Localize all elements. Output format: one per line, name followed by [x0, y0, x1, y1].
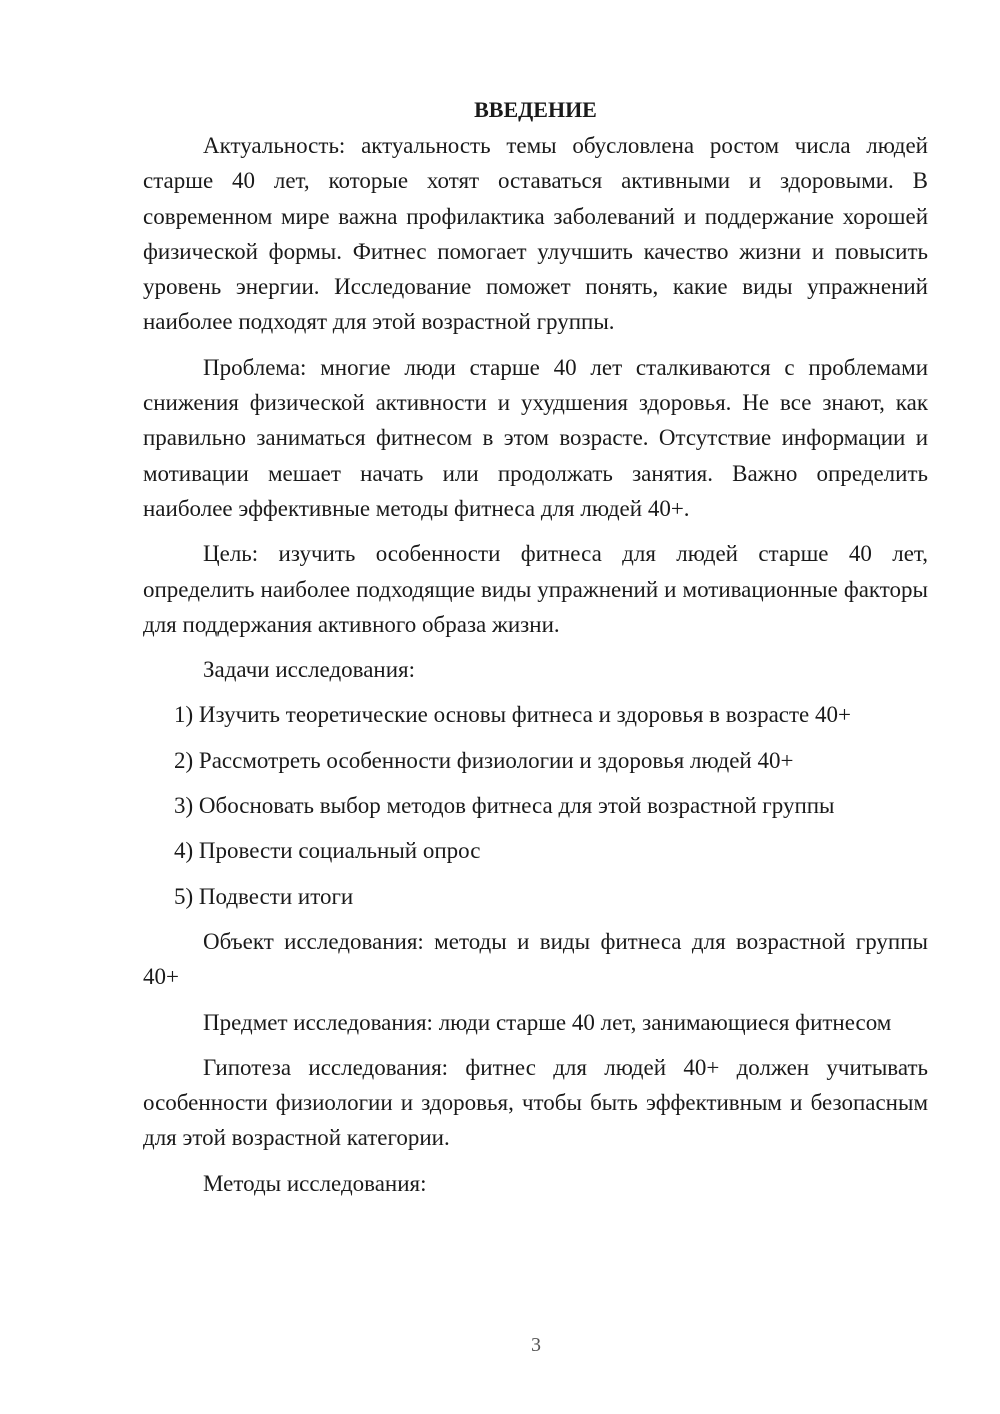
relevance-paragraph: Актуальность: актуальность темы обусловлена ростом числа людей старше 40 лет, которые хотят оставаться активными и здоровыми. В современном мире важна профилактика заболеваний и поддержание хорошей физической формы. Фитнес помогает улучшить качество жизни и повысить уровень энергии. Исследование поможет понять, какие виды упражнений наиболее подходят для этой возрастной группы.	[143, 133, 928, 335]
hypothesis-paragraph: Гипотеза исследования: фитнес для людей 40+ должен учитывать особенности физиологии и здоровья, чтобы быть эффективным и безопасным для этой возрастной категории.	[143, 1054, 928, 1151]
task-item-1: 1) Изучить теоретические основы фитнеса и здоровья в возрасте 40+	[174, 702, 851, 728]
document-page	[143, 92, 928, 1211]
object-paragraph: Объект исследования: методы и виды фитнеса для возрастной группы 40+	[143, 928, 928, 990]
task-item-4: 4) Провести социальный опрос	[174, 838, 481, 864]
task-item-3: 3) Обосновать выбор методов фитнеса для этой возрастной группы	[174, 793, 835, 819]
methods-title: Методы исследования:	[203, 1170, 427, 1196]
problem-paragraph: Проблема: многие люди старше 40 лет сталкиваются с проблемами снижения физической активности и ухудшения здоровья. Не все знают, как правильно заниматься фитнесом в этом возрасте. Отсутствие информации и мотивации мешает начать или продолжать занятия. Важно определить наиболее эффективные методы фитнеса для людей 40+.	[143, 354, 928, 521]
page-number: 3	[531, 1334, 541, 1356]
subject-paragraph: Предмет исследования: люди старше 40 лет, занимающиеся фитнесом	[203, 1009, 892, 1035]
goal-paragraph: Цель: изучить особенности фитнеса для людей старше 40 лет, определить наиболее подходящие виды упражнений и мотивационные факторы для поддержания активного образа жизни.	[143, 541, 928, 637]
task-item-2: 2) Рассмотреть особенности физиологии и здоровья людей 40+	[174, 747, 794, 773]
tasks-title: Задачи исследования:	[203, 657, 416, 683]
task-item-5: 5) Подвести итоги	[174, 883, 354, 909]
section-heading: ВВЕДЕНИЕ	[474, 97, 597, 122]
